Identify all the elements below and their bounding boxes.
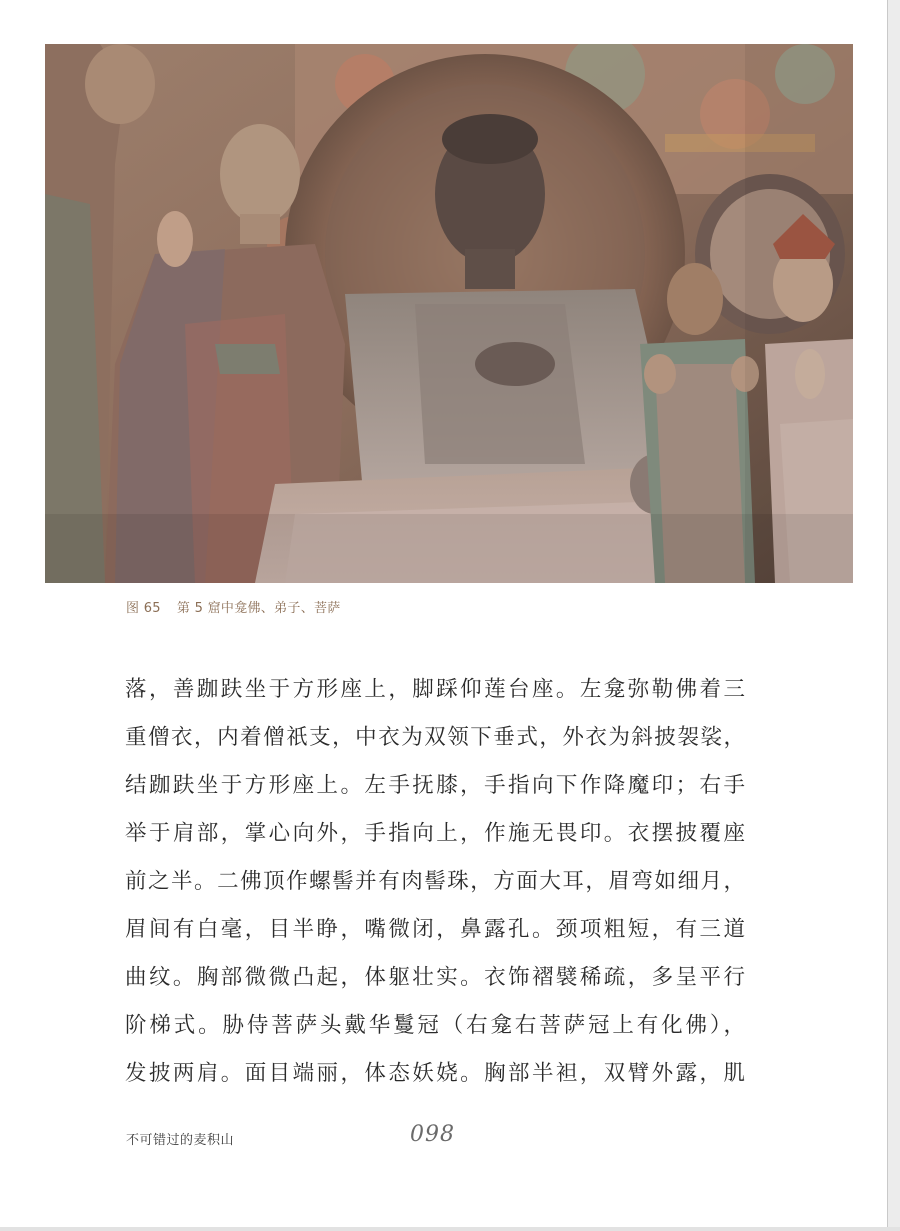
text-line: 结跏趺坐于方形座上。左手抚膝，手指向下作降魔印；右手 bbox=[125, 773, 745, 798]
text-line: 阶梯式。胁侍菩萨头戴华鬘冠（右龛右菩萨冠上有化佛）， bbox=[125, 1013, 745, 1038]
figure-caption-text: 第 5 窟中龛佛、弟子、菩萨 bbox=[176, 601, 341, 616]
text-line: 发披两肩。面目端丽，体态妖娆。胸部半袒，双臂外露，肌 bbox=[125, 1061, 745, 1086]
sculpture-photo bbox=[45, 44, 853, 583]
text-line: 举于肩部，掌心向外，手指向上，作施无畏印。衣摆披覆座 bbox=[125, 821, 745, 846]
grotto-statues-image bbox=[45, 44, 853, 583]
text-line: 眉间有白毫，目半睁，嘴微闭，鼻露孔。颈项粗短，有三道 bbox=[125, 917, 745, 942]
text-line: 重僧衣，内着僧祇支，中衣为双领下垂式，外衣为斜披袈裟， bbox=[125, 725, 745, 750]
running-footer-title: 不可错过的麦积山 bbox=[126, 1133, 235, 1148]
figure-number: 图 65 bbox=[126, 601, 161, 616]
body-paragraph bbox=[125, 666, 745, 1098]
text-line: 前之半。二佛顶作螺髻并有肉髻珠，方面大耳，眉弯如细月， bbox=[125, 869, 745, 894]
page-edge bbox=[887, 0, 900, 1231]
figure-caption bbox=[126, 597, 341, 617]
page-number: 098 bbox=[410, 1122, 455, 1147]
text-line: 落，善跏趺坐于方形座上，脚踩仰莲台座。左龛弥勒佛着三 bbox=[125, 677, 745, 702]
text-line: 曲纹。胸部微微凸起，体躯壮实。衣饰褶襞稀疏，多呈平行 bbox=[125, 965, 745, 990]
page-bottom-edge bbox=[0, 1227, 900, 1231]
